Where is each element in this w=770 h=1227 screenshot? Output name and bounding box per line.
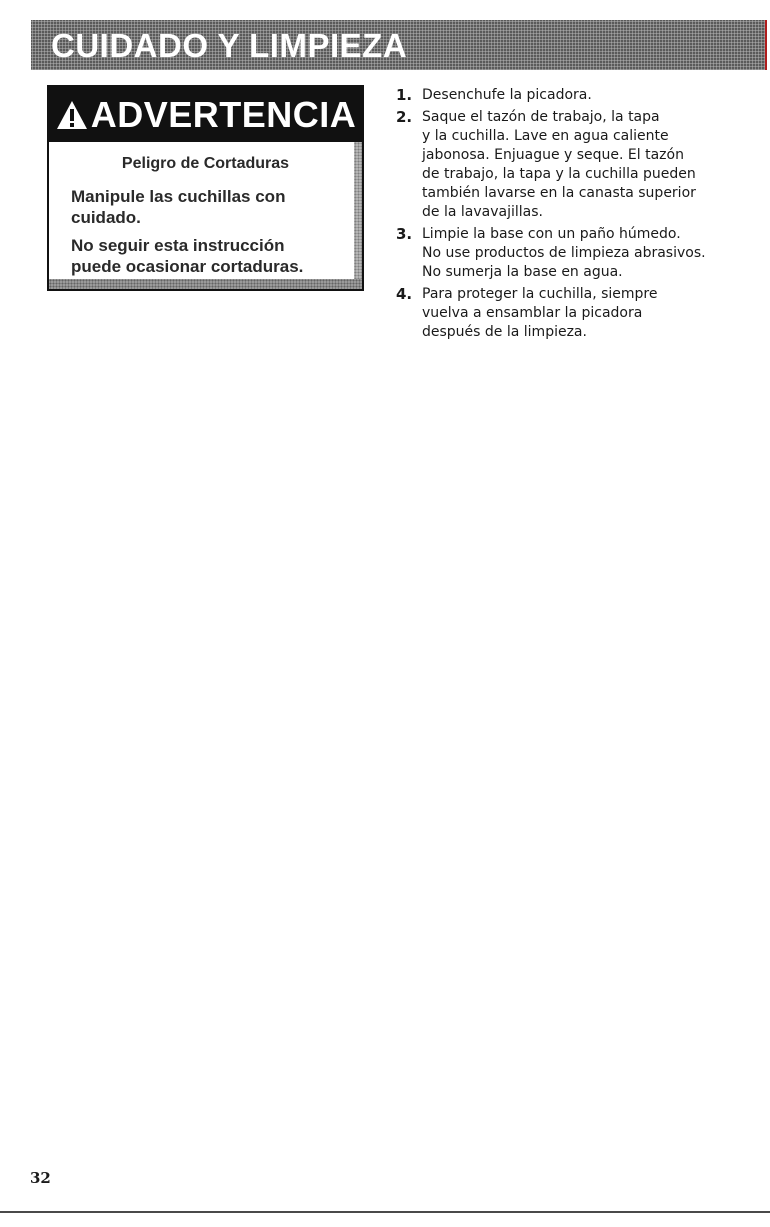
step-text: después de la limpieza. (422, 324, 587, 340)
step-text: Desenchufe la picadora. (422, 87, 592, 103)
step-text: Para proteger la cuchilla, siempre (422, 286, 658, 302)
warning-instruction-line: cuidado. (71, 208, 141, 227)
step-number: 1. (396, 86, 413, 104)
step-text: de la lavavajillas. (422, 204, 543, 220)
step-item (396, 285, 746, 342)
section-title: CUIDADO Y LIMPIEZA (51, 27, 408, 64)
warning-triangle-icon (55, 99, 89, 131)
step-text: y la cuchilla. Lave en agua caliente (422, 128, 669, 144)
warning-bottom-shadow (49, 279, 362, 289)
warning-consequence-line: No seguir esta instrucción (71, 236, 285, 255)
warning-side-shadow (354, 142, 362, 283)
warning-consequence-line: puede ocasionar cortaduras. (71, 257, 304, 276)
warning-instruction (71, 186, 356, 228)
footer-divider (0, 1211, 770, 1213)
warning-title: ADVERTENCIA (90, 93, 357, 135)
step-text: de trabajo, la tapa y la cuchilla pueden (422, 166, 696, 182)
step-text: No use productos de limpieza abrasivos. (422, 245, 706, 261)
warning-instruction-line: Manipule las cuchillas con (71, 187, 286, 206)
step-text: vuelva a ensamblar la picadora (422, 305, 643, 321)
warning-consequence (71, 235, 356, 277)
step-text: No sumerja la base en agua. (422, 264, 623, 280)
step-item (396, 108, 746, 222)
warning-box (47, 85, 364, 291)
step-number: 2. (396, 108, 413, 126)
step-number: 3. (396, 225, 413, 243)
header-edge-accent (765, 20, 767, 70)
step-text: Saque el tazón de trabajo, la tapa (422, 109, 660, 125)
step-text: jabonosa. Enjuague y seque. El tazón (422, 147, 684, 163)
warning-header (49, 87, 362, 142)
page-number: 32 (30, 1169, 51, 1187)
step-text: también lavarse en la canasta superior (422, 185, 696, 201)
warning-hazard-heading: Peligro de Cortaduras (121, 155, 290, 172)
care-steps-list (396, 86, 746, 342)
step-text: Limpie la base con un paño húmedo. (422, 226, 681, 242)
step-item (396, 86, 746, 105)
section-header (31, 20, 765, 70)
step-number: 4. (396, 285, 413, 303)
step-item (396, 225, 746, 282)
